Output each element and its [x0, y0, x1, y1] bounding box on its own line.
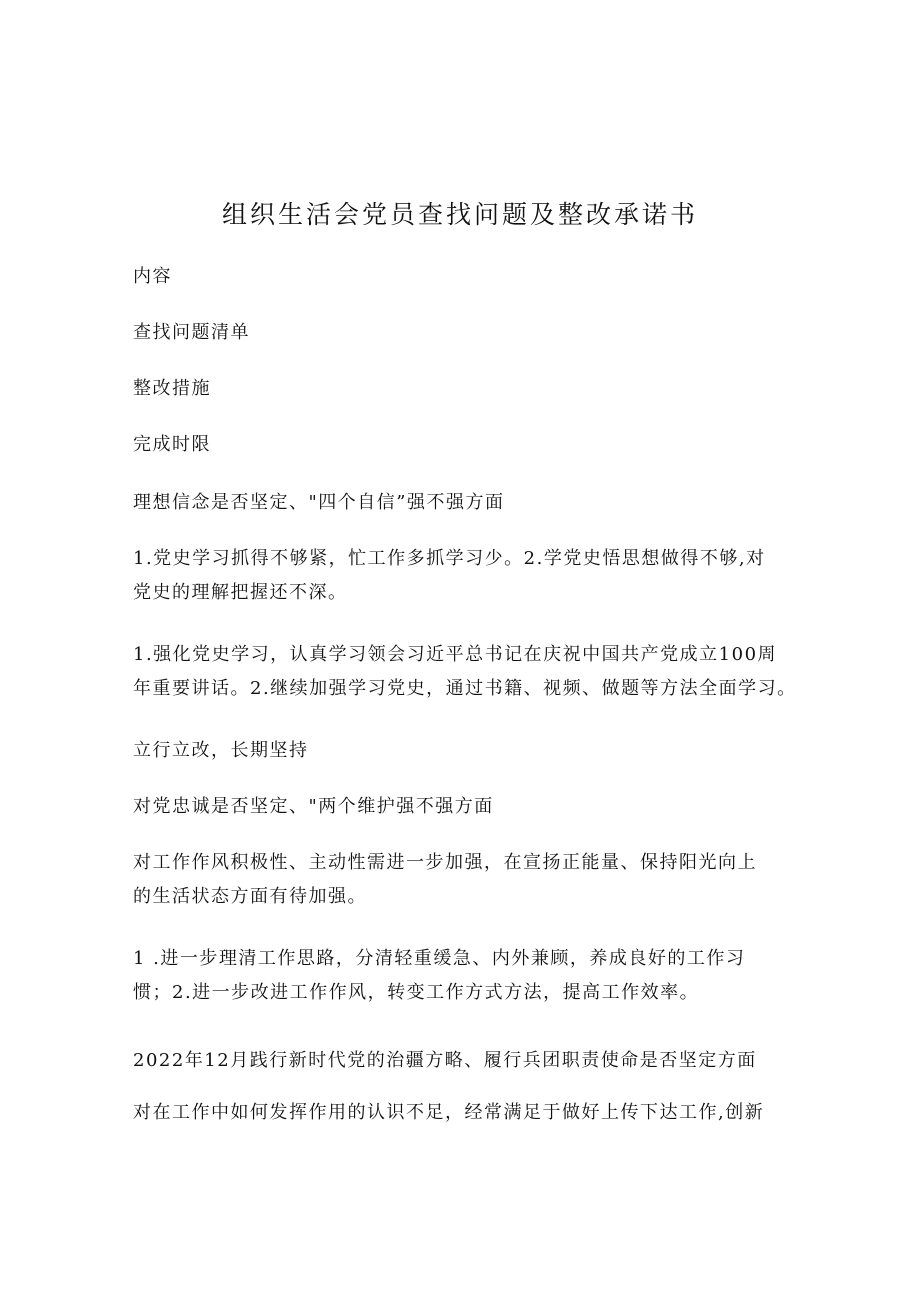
paragraph-section-heading — [133, 1044, 813, 1078]
paragraph-problem — [133, 1096, 813, 1130]
paragraph-line: 查找问题清单 — [133, 322, 250, 343]
paragraph-problem — [133, 846, 813, 914]
paragraph-deadline — [133, 734, 813, 768]
paragraph-measure — [133, 942, 813, 1010]
paragraph-deadline-label — [133, 428, 813, 462]
paragraph-line: 对工作作风积极性、主动性需进一步加强，在宣扬正能量、保持阳光向上 — [133, 852, 757, 873]
paragraph-line: 内容 — [133, 266, 172, 287]
document-title: 组织生活会党员查找问题及整改承诺书 — [221, 200, 698, 229]
paragraph-section-heading — [133, 486, 813, 520]
paragraph-line: 理想信念是否坚定、"四个自信”强不强方面 — [133, 492, 505, 513]
paragraph-line: 党史的理解把握还不深。 — [133, 582, 348, 603]
paragraph-measure — [133, 638, 813, 706]
paragraph-line: 整改措施 — [133, 378, 211, 399]
paragraph-measures-label — [133, 372, 813, 406]
paragraph-line: 完成时限 — [133, 434, 211, 455]
paragraph-section-heading — [133, 790, 813, 824]
paragraph-problem — [133, 542, 813, 610]
paragraph-line: 对党忠诚是否坚定、"两个维护强不强方面 — [133, 796, 494, 817]
paragraph-line: 1 .进一步理清工作思路，分清轻重缓急、内外兼顾，养成良好的工作习 — [133, 948, 746, 969]
paragraph-content-label — [133, 260, 813, 294]
paragraph-line: 对在工作中如何发挥作用的认识不足，经常满足于做好上传下达工作,创新 — [133, 1102, 765, 1123]
paragraph-line: 2022年12月践行新时代党的治疆方略、履行兵团职责使命是否坚定方面 — [133, 1050, 757, 1071]
paragraph-line: 立行立改，长期坚持 — [133, 740, 309, 761]
paragraph-line: 1.强化党史学习，认真学习领会习近平总书记在庆祝中国共产党成立100周 — [133, 644, 778, 665]
paragraph-line: 1.党史学习抓得不够紧，忙工作多抓学习少。2.学党史悟思想做得不够,对 — [133, 548, 766, 569]
paragraph-line: 的生活状态方面有待加强。 — [133, 886, 367, 907]
paragraph-line: 惯；2.进一步改进工作作风，转变工作方式方法，提高工作效率。 — [133, 982, 700, 1003]
paragraph-line: 年重要讲话。2.继续加强学习党史，通过书籍、视频、做题等方法全面学习。 — [133, 678, 797, 699]
paragraph-problem-list-label — [133, 316, 813, 350]
